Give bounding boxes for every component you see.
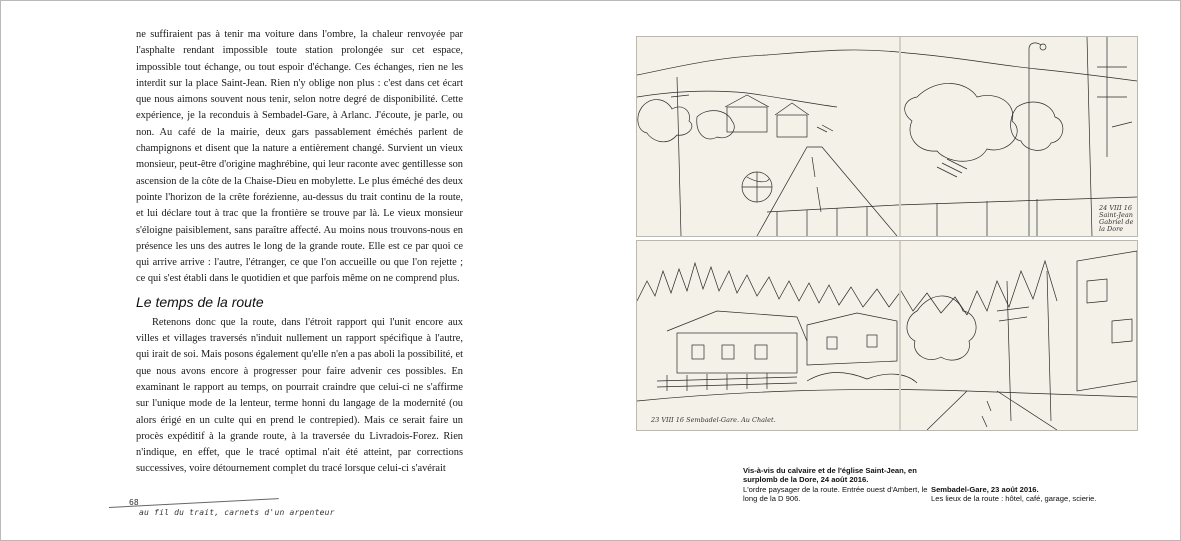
caption-saint-jean bbox=[743, 466, 933, 504]
sketch-saint-jean bbox=[636, 36, 1138, 237]
sketch-drawing bbox=[637, 37, 1137, 236]
caption-text: L'ordre paysager de la route. Entrée ouest d'Ambert, le long de la D 906. bbox=[743, 484, 928, 504]
sketchbook-gutter bbox=[899, 241, 901, 430]
caption-title: Vis-à-vis du calvaire et de l'église Saint-Jean, en surplomb de la Dore, 24 août 2016. bbox=[743, 466, 917, 485]
caption-title: Sembadel-Gare, 23 août 2016. bbox=[931, 485, 1039, 494]
running-title: au fil du trait, carnets d'un arpenteur bbox=[139, 508, 335, 517]
sketch-drawing bbox=[637, 241, 1137, 430]
sketch-sembadel-gare bbox=[636, 240, 1138, 431]
paragraph: ne suffiraient pas à tenir ma voiture dans l'ombre, la chaleur renvoyée par l'asphalte rendant impossible toute station prolongée sur cet espace, impossible tout échange, ou tout espoir d'échange. Ces échanges, rien ne les interdit sur la place Saint-Jean. Rien n'y oblige non plus : c'est dans cet écart que nous aimons souvent nous tenir, selon notre degré de disponibilité. Cette expérience, je la reconduis à Sembadel-Gare, à Arlanc. J'écoute, je parle, ou non. Au café de la mairie, deux gars passablement éméchés parlent de champignons et disent que la nature a entièrement changé. Survient un vieux monsieur, peut-être d'origine maghrébine, qui leur raconte avec gentillesse son ascension de la côte de la Chaise-Dieu en mobylette. Le plus éméché des deux pointe l'horizon de la crête forézienne, au-dessus du trait continu de la route, et lui déclare tout à trac que la frontière se trouve par là. Le vieux monsieur s'éloigne paisiblement, sans paraître affecté. Au moins nous trouvons-nous en présence les uns des autres le long de la grande route. Elle est ce par quoi ce qui arrive arrive : l'autre, l'étranger, ce que l'on accueille ou que l'on rejette ; ce qui s'est établi dans le quotidien et que parfois même on ne comprend plus. bbox=[136, 29, 463, 285]
sketchbook-gutter bbox=[899, 37, 901, 236]
sketch-annotation: 23 VIII 16 Sembadel-Gare. Au Chalet. bbox=[651, 416, 776, 424]
section-title: Le temps de la route bbox=[136, 293, 264, 310]
sketch-annotation: 24 VIII 16 Saint-Jean Gabriel de la Dore bbox=[1099, 204, 1134, 233]
caption-text: Les lieux de la route : hôtel, café, garage, scierie. bbox=[931, 494, 1097, 504]
paragraph: Retenons donc que la route, dans l'étroit rapport qui l'unit encore aux villes et villages traversés n'induit nullement un rapport spécifique à l'autre, qui irait de soi. Mais posons également qu'elle n'en a pas aboli la possibilité, et que nous avons encore à progresser pour faire advenir ces possibles. En examinant le rapport au temps, on pourrait craindre que celui-ci ne s'affirme sur l'unique mode de la lenteur, terme honni du langage de la modernité (ou alors érigé en un culte qui en prend le contrepied). Mais ce serait faire un procès expéditif à la grande route, à la traversée du Livradois-Forez. Rien n'indique, en effet, que le tracé optimal n'ait été atteint, par corrections successives, voire détournement complet du tracé lorsque celui-ci s'avérait bbox=[136, 316, 463, 475]
caption-sembadel-gare bbox=[931, 485, 1111, 504]
page-number: 68 bbox=[129, 498, 139, 507]
body-text bbox=[136, 27, 463, 478]
